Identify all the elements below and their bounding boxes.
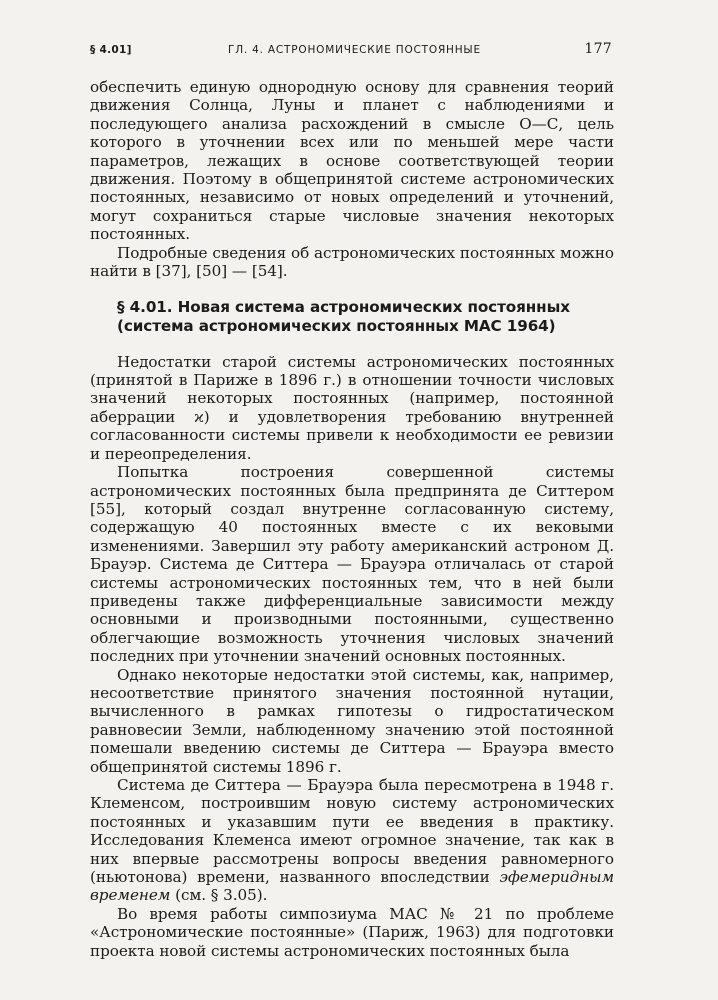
- paragraph-continuation: обеспечить единую однородную основу для сравнения теорий движения Солнца, Луны и планет с наблюдениями и последующего анализа расхождений в смысле О—С, цель которого в уточнении всех или по меньшей мере части параметров, лежащих в основе соответствующей теории движения. Поэтому в общепринятой системе астрономических постоянных, независимо от новых определений и уточнений, могут сохраниться старые числовые значения некоторых постоянных.: [90, 78, 614, 244]
- paragraph-1: Недостатки старой системы астрономических постоянных (принятой в Париже в 1896 г.) в отношении точности числовых значений некоторых постоянных (например, постоянной аберрации ϰ) и удовлетворения требованию внутренней согласованности системы привели к необходимости ее ревизии и переопределения.: [90, 352, 614, 463]
- section-heading-line-2: (система астрономических постоянных МАС 1964): [117, 317, 556, 336]
- paragraph-5: Во время работы симпозиума МАС № 21 по проблеме «Астрономические постоянные» (Париж, 1963) для подготовки проекта новой системы астрономических постоянных была: [90, 904, 614, 960]
- italic-term: эфемеридным временем: [90, 868, 615, 905]
- running-head: [90, 42, 612, 62]
- paragraph-4-text-start: Система де Ситтера — Брауэра была пересмотрена в 1948 г. Клеменсом, построившим новую систему астрономических постоянных и указавшим пути ее введения в практику. Исследования Клеменса имеют огромное значение, так как в них впервые рассмотрены вопросы введения равномерного (ньютонова) времени, названного впоследствии: [90, 776, 614, 887]
- running-head-section: § 4.01]: [90, 44, 132, 56]
- page-number: 177: [584, 41, 612, 57]
- page-body: [90, 78, 614, 960]
- paragraph-3: Однако некоторые недостатки этой системы, как, например, несоответствие принятого значения постоянной нутации, вычисленного в рамках гипотезы о гидростатическом равновесии Земли, наблюденному значению этой постоянной помешали введению системы де Ситтера — Брауэра вместо общепринятой системы 1896 г.: [90, 665, 614, 776]
- paragraph-2: Попытка построения совершенной системы астрономических постоянных была предпринята де Ситтером [55], который создал внутренне согласованную систему, содержащую 40 постоянных вместе с их вековыми изменениями. Завершил эту работу американский астроном Д. Брауэр. Система де Ситтера — Брауэра отличалась от старой системы астрономических постоянных тем, что в ней были приведены также дифференциальные зависимости между основными и производными постоянными, существенно облегчающие возможность уточнения числовых значений последних при уточнении значений основных постоянных.: [90, 463, 614, 666]
- section-heading: [117, 298, 614, 335]
- section-heading-line-1: § 4.01. Новая система астрономических постоянных: [117, 298, 570, 317]
- paragraph-references: Подробные сведения об астрономических постоянных можно найти в [37], [50] — [54].: [90, 243, 614, 281]
- paragraph-4: [90, 776, 614, 905]
- paragraph-4-text-end: (см. § 3.05).: [175, 886, 268, 905]
- running-head-chapter: ГЛ. 4. АСТРОНОМИЧЕСКИЕ ПОСТОЯННЫЕ: [228, 44, 481, 56]
